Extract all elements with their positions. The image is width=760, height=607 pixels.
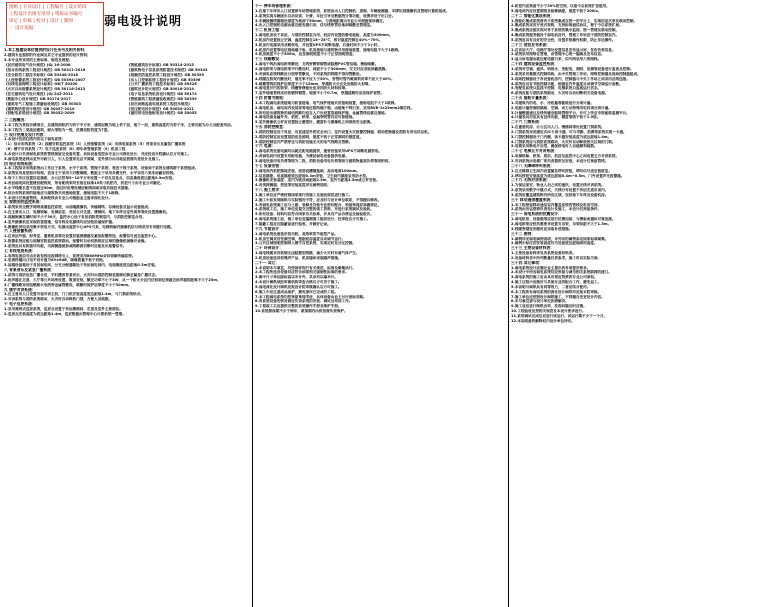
- text-line: 3.每个工作区设置信息插座，办公区按每5~10平方米设置一个双孔信息点，信息插座底边距地0.3m安装。: [4, 176, 176, 181]
- section-heading: 十六 电源：: [255, 144, 276, 149]
- text-line: 1.弱电线缆采用低烟无卤阻燃型线缆，减少火灾时有毒气体产生。: [255, 251, 360, 256]
- text-line: 7.隐蔽工程应在隐蔽前进行验收，并做好记录。: [255, 221, 331, 226]
- section-heading: 三十四 其它事项：: [511, 260, 543, 265]
- text-line: 2.本设计中所有弱电系统均应预留与城市相关系统联网的接口。: [511, 270, 612, 275]
- standard-item: 《建筑物电子信息系统防雷技术规范》GB 50343: [127, 67, 208, 72]
- text-line: 8.各系统设备的供货商应负责系统的安装、调试及培训工作。: [255, 299, 353, 304]
- text-line: 6.弱电系统施工前，施工单位应编制施工组织设计，经审批后方可施工。: [255, 217, 371, 222]
- text-line: 6.弱电竖井内的桥架、线槽穿楼板处应采用防火材料封堵。: [255, 86, 349, 91]
- text-line: 3.机房内电源采用双路供电，并设置UPS不间断电源，后备时间不小于1小时。: [255, 42, 381, 47]
- section-heading: 二十三 信息发布系统：: [511, 42, 551, 47]
- text-line: 2.系统采用集散式控制结构，由中央管理工作站、网络控制器及现场控制器组成。: [511, 71, 641, 76]
- text-line: 1.弱电机柜、设备箱等应进行抗震加固，与楼板或墙体可靠连接。: [511, 217, 616, 222]
- text-line: 1.弱电系统设备电源均由就近配电箱提供，重要设备采用UPS不间断电源供电。: [255, 149, 383, 154]
- section-heading: 十九 节能设计：: [255, 226, 283, 231]
- standard-item: 《民用闭路监视电视系统工程技术规范》: [127, 101, 192, 106]
- text-line: 3.集成系统应能实现对各子系统的集中监视、统一管理及联动控制。: [511, 28, 620, 33]
- text-line: 1.施工单位应严格按照国家现行的施工及验收规范进行施工。: [255, 192, 353, 197]
- text-line: 3.弱电系统进线由室外市政引入，引入位置详见总平面图，室外部分由当地运营商负责设计及施工。: [4, 156, 163, 161]
- text-line: 2.系统实现车辆进出自动识别、计费、车位引导及数据统计等功能，收费亭设于出口处。: [255, 13, 396, 18]
- text-line: 3.现场控制器设于各设备机房内，控制器与中央工作站之间采用总线连接。: [511, 76, 630, 81]
- section-heading: 三十一 弱电系统的抗震设计：: [511, 212, 562, 217]
- standards-list: [4, 63, 250, 116]
- text-line: 2.机房设备选用低噪声产品，机房墙体采取隔声措施。: [255, 255, 342, 260]
- standard-item: 《数据中心设计规范》GB 50174-2017: [4, 96, 71, 101]
- text-line: 2.对讲系统与消防系统联动，火灾时自动释放门禁，方便人员疏散。: [4, 297, 113, 302]
- text-line: 9.施工前应进行图纸会审，发现问题及时反馈。: [511, 304, 587, 309]
- section-heading: 二十七 电梯五方对讲系统：: [511, 149, 558, 154]
- text-line: 5.室外摄像机立杆应设置独立避雷针，避雷针与摄像机之间保持安全距离。: [255, 120, 374, 125]
- right-column: [511, 0, 758, 607]
- text-line: 4.集成系统服务器设于弱电机房内，管理工作站设于消防控制室内。: [511, 33, 620, 38]
- text-line: 4.系统竣工后，施工单位应提交完整的竣工资料，并进行系统调试及验收。: [255, 207, 374, 212]
- text-line: 2.施工中如发现图纸与实际情况不符，应及时与设计单位联系，不得擅自修改。: [255, 197, 382, 202]
- text-line: 3.本专业所采用的主要标准、规范及规程；: [4, 57, 73, 62]
- text-line: 1.主要设备材料详见各系统设备材料表。: [511, 251, 576, 256]
- section-heading: 二十五 能耗计量系统：: [511, 96, 551, 101]
- section-heading: 二十四 建筑设备监控系统：: [511, 62, 558, 67]
- text-line: 2.信息插座、电视插座底边距地0.3m安装，卫生间内插座采用防水型。: [255, 173, 370, 178]
- standards-row: [4, 111, 250, 116]
- text-line: 4.门禁系统应与消防系统联动，火灾时自动释放相关区域的门锁。: [511, 139, 616, 144]
- text-line: 4.弱电设备金属外壳、机柜、桥架、金属穿线管均应可靠接地。: [255, 115, 356, 120]
- text-line: 5.机房照度不小于500lx，应急照明照度不小于正常照明照度。: [255, 52, 357, 57]
- text-line: 3.显示屏电源由就近配电箱引来，信号线采用六类网线。: [511, 57, 602, 62]
- text-line: 6.施工中应注意成品保护，避免损坏已完成的工程。: [255, 289, 338, 294]
- text-line: 12.本说明最终解释权归设计单位所有。: [511, 318, 575, 323]
- text-line: 3.弱电系统的施工应由具有相应资质的专业公司承担。: [511, 275, 598, 280]
- text-line: 5.摄像机供电采用集中供电方式，电源由监控中心UPS引来，电梯轿厢内摄像机信号线采用专用随行电缆。: [4, 224, 175, 229]
- standard-item: 《视频安防监控系统工程设计规范》GB 50395: [127, 72, 204, 77]
- text-line: 2.图例中标注的安装高度均为设备底边距地面的高度。: [511, 241, 598, 246]
- text-line: 1.本工程综合布线系统由工作区子系统、水平子系统、管理子系统、垂直干线子系统、设备间子系统及建筑群子系统组成。: [4, 166, 199, 171]
- text-line: 4.本设计图纸须经审图机构审查合格后方可用于施工。: [255, 280, 342, 285]
- stamp-line: 工程设计出图专用章 | 资质证书编号: [9, 12, 83, 17]
- text-line: 6.系统应能与消防系统联动，火灾时自动切断相关设备电源。: [511, 91, 609, 96]
- text-line: 2.扬声器在走道、大厅等公共场所设置，吸顶安装，额定功率不小于3W，从一个防火分区内任何部位到最近扬声器的距离不大于25m。: [4, 277, 221, 282]
- text-line: 2.系统由各运营商负责设计及施工，本设计仅预留条件。: [511, 207, 602, 212]
- text-line: 3.弱电设备用电负荷等级为二级，消防设备用电负荷等级与建筑物最高负荷等级相同。: [255, 159, 392, 163]
- text-line: 3.计量数据通过总线传输至能耗管理平台，并可上传至市级能耗监测平台。: [511, 110, 630, 115]
- column-divider: [508, 0, 509, 607]
- section-heading: 三 设计范围及设计内容：: [4, 132, 48, 137]
- text-line: 2.系统采用网络化管理，由管理中心统一编辑及发布信息。: [511, 52, 605, 57]
- text-line: 1.智能化集成系统将各子系统集成在统一的平台上，实现信息共享及联动控制。: [511, 18, 638, 23]
- middle-lines: [255, 4, 506, 314]
- text-line: 1.系统与消防应急广播合用，平时播放背景音乐，火灾时由消防控制室强制切换至紧急广播状态。: [4, 273, 159, 277]
- text-line: 2.电能计量按照明插座、空调、动力及特殊用电四项分别计量。: [511, 105, 612, 110]
- text-line: 4.机柜内应预留不少于20%的空间，以备今后系统扩容使用。: [511, 4, 610, 8]
- text-line: 1.图例详见弱电图例说明，未列出的图例参见国家标准图集。: [511, 236, 609, 241]
- text-line: 1.系统对空调、通风、给排水、变配电、照明、电梯等设备进行监视及控制。: [511, 66, 634, 71]
- text-line: 1.本工程弱电系统接地与防雷接地、电气保护接地共用接地装置，接地电阻不大于1欧姆。: [255, 100, 398, 105]
- text-line: 1.有线电视信号由市政有线电视网络引入，系统采用860MHz双向邻频传输系统。: [4, 253, 136, 258]
- text-line: 5.所有设备、材料均应符合国家有关标准，并具有产品合格证及检验报告。: [255, 212, 374, 217]
- text-line: 6.本工程所有弱电系统的深化设计图纸均应报本院审核。: [511, 289, 602, 294]
- text-line: 1.在首层外窗、财务室、重要机房等处设置双鉴探测器及紧急报警按钮，报警信号送至监控中心。: [4, 234, 159, 239]
- section-heading: 五 视频安防监控系统：: [4, 200, 44, 205]
- standard-item: 《出入口控制系统工程设计规范》GB 50396: [127, 77, 201, 82]
- text-line: 5.本说明与图纸具有同等效力，二者应结合使用。: [511, 284, 591, 289]
- text-line: 4.各层弱电间设置楼层配线架，所有配线架均安装在标准19英寸机柜内，机柜尺寸由专业公司确定。: [4, 180, 164, 185]
- text-line: 4.计量表具均应具有远传功能，精度等级不低于1.0级。: [511, 115, 601, 120]
- text-line: 2.本设计只负责弱电系统的管线预留及设备布置，具体设备选型由专业公司深化设计，并应经设计院确认后方可施工。: [4, 151, 192, 156]
- column-divider: [252, 0, 253, 607]
- text-line: 1.电梯轿厢、轿顶、底坑、机房及监控中心之间设置五方对讲系统。: [511, 154, 620, 159]
- text-line: 7.本工程弱电系统均按预留预埋考虑，具体设备由业主另行招标采购。: [255, 294, 367, 299]
- standard-item: 《有线电视网络工程设计标准》GB/T 50200: [4, 82, 78, 87]
- text-line: 5.系统应具有良好的安全性，设置多级操作权限，防止非法操作。: [511, 37, 616, 42]
- middle-column: [255, 0, 506, 607]
- standard-item: 《建筑物防雷设计规范》GB 50057-2010: [4, 106, 75, 111]
- text-line: 10.工程验收应按相关规范及本设计要求进行。: [511, 309, 586, 314]
- section-heading: 八 背景音乐及紧急广播系统：: [4, 268, 55, 273]
- stamp-line: 审定 | 审核 | 校对 | 设计 | 制图: [9, 19, 73, 24]
- text-line: 3.图中尺寸单位除标高以米计外，其余均以毫米计。: [255, 275, 338, 280]
- text-line: 3.公共区域照明控制纳入楼宇自控系统，实现定时及分区控制。: [255, 241, 356, 246]
- stamp-line: 图纸 | 专业设计 | 工程编号 | 设计阶段: [9, 5, 87, 10]
- text-line: 2.门禁系统采用感应式IC卡读卡器，可与考勤、消费等系统实现一卡通。: [511, 129, 627, 134]
- text-line: 2.对讲系统由电梯厂家负责提供及安装，本设计仅预留管线。: [511, 159, 609, 163]
- standard-item: 《火灾自动报警系统设计规范》GB 50116-2013: [4, 87, 86, 92]
- text-line: 3.所有进出建筑物的弱电线路均应在入户处设置浪涌保护器，金属管线应就近接地。: [255, 110, 389, 115]
- section-heading: 十四 防雷与接地：: [255, 96, 287, 101]
- text-line: 9.工程竣工后应提供完整的系统操作手册及维护手册。: [255, 304, 342, 309]
- standard-item: 《供配电系统设计规范》GB 50052-2009: [4, 111, 75, 116]
- text-line: 1.为保证保安、物业人员之间的通讯，设置无线对讲系统。: [511, 183, 605, 188]
- text-line: 4.室外摄像机应采取防雷措施，信号线及电源线均应加装浪涌保护器。: [4, 219, 116, 224]
- text-line: 4.施工过程中应做好与其他专业的配合工作，避免返工。: [511, 280, 602, 285]
- section-heading: 十五 消防控制室：: [255, 125, 287, 130]
- section-heading: 七 有线电视系统：: [4, 248, 36, 253]
- text-line: 2.呼叫按钮安装高度为底边距地0.4m~0.5m，门外设置声光报警器。: [511, 173, 625, 178]
- text-line: 3.系统应覆盖建筑物内所有区域，包括地下车库及设备机房。: [511, 192, 609, 197]
- text-line: 2.在主要出入口、电梯轿厢、电梯前室、各层公共走道、楼梯间、地下车库及室外周界等处设置摄像机。: [4, 210, 170, 215]
- section-heading: 十七 设备安装：: [255, 163, 283, 168]
- text-line: 2.巡更点安装高度为底边距地1.4m，巡更数据由管理中心计算机统一管理。: [4, 311, 126, 316]
- text-line: 2.报警系统应能与视频安防监控系统联动，报警时自动切换相应区域的摄像机图像并录像。: [4, 239, 149, 244]
- standard-item: 《通用用电设备配电设计规范》GB 50055: [127, 111, 197, 116]
- section-heading: 二十一 其它：: [255, 260, 280, 265]
- standard-item: 《电子信息系统机房设计规范》GB 50174: [127, 92, 197, 97]
- text-line: 4.各类探测器、按钮等安装高度详见图例说明。: [255, 183, 331, 188]
- text-line: 1.消防控制室设于首层，有直通室外的安全出口，室内设置火灾报警控制器、联动控制器及消防专用电话总机。: [255, 129, 432, 134]
- text-line: 3.消防控制室内严禁穿过与消防设施无关的电气线路及管路。: [255, 139, 353, 144]
- text-line: 3.线缆穿越变形缝时应采取补偿措施。: [511, 226, 573, 231]
- text-line: 2.弱电机房、弱电间内设局部等电位联结端子箱，由接地干线引来，采用BVR-1x25mm2铜芯线。: [255, 105, 415, 110]
- standard-item: 《建筑设计防火规范》GB 50016-2014: [127, 87, 194, 92]
- text-line: 2.本工程为二类高层建筑，耐火等级为一级，抗震设防烈度为7度。: [4, 127, 111, 132]
- left-top-lines: [4, 48, 250, 63]
- section-heading: 三十 移动通信覆盖系统：: [511, 197, 555, 202]
- left-body-lines: [4, 118, 250, 317]
- text-line: 1.弱电干线沿弱电桥架敷设，支线穿镀锌钢管或阻燃PVC管沿墙、楼板暗敷。: [255, 62, 379, 67]
- text-line: 2.设备材料表中所列数量仅供参考，施工时以实际为准。: [511, 255, 602, 260]
- text-line: 2.消防控制室应设置消防应急照明，照度不低于正常照明的照度值。: [255, 134, 364, 139]
- section-heading: 九 楼宇对讲系统：: [4, 287, 36, 292]
- text-line: 3.广播线路采用阻燃耐火电线穿金属管敷设，暗敷时保护层厚度不小于30mm。: [4, 282, 132, 287]
- text-line: 4.出入口控制机电源由就近配电箱引来，信号线穿管沿地面暗敷至管理室。: [255, 23, 374, 28]
- section-heading: 十三 线路敷设：: [255, 57, 283, 62]
- text-line: 2.系统采用星型拓扑结构，语音主干采用大对数铜缆，数据主干采用多模光纤，水平采用六类非屏蔽双绞线。: [4, 171, 177, 176]
- section-heading: 十一 停车场管理系统：: [255, 4, 295, 8]
- text-line: 1.采用离线式巡更系统，巡更点设置于各层楼梯间、走道及室外主要部位。: [4, 306, 123, 311]
- section-heading: 六 入侵报警系统：: [4, 229, 36, 234]
- text-line: 1.在首层大厅、电梯厅等处设置信息发布显示屏，发布各类信息。: [511, 47, 616, 52]
- section-heading: 四 综合布线系统：: [4, 161, 36, 166]
- text-line: 5.电锁采用断电开启型，确保停电时人员能顺利疏散。: [511, 144, 598, 149]
- design-stamp: [6, 2, 104, 46]
- standard-item: 《综合布线系统工程设计规范》GB 50311-2016: [4, 67, 86, 72]
- standard-item: 《安全防范工程技术标准》GB 50348-2018: [4, 72, 79, 77]
- standard-item: 《入侵报警系统工程设计规范》GB 50394-2007: [4, 77, 86, 82]
- text-line: 1.在地下车库出入口设置停车场管理系统，系统由出入口控制机、道闸、车辆检测器、车牌识别摄像机及管理计算机组成。: [255, 8, 450, 13]
- section-heading: 十 电子巡更系统：: [4, 302, 36, 307]
- text-line: 2.机房空调采用变频空调，根据机房温度自动调节运行。: [255, 236, 346, 241]
- text-line: 2.本工程所选用设备均应符合国家相关强制性标准的要求。: [255, 270, 349, 275]
- text-line: 1.弱电间内机柜落地安装，底部设槽钢基础，高出地面100mm。: [255, 168, 361, 173]
- text-line: 3.系统应具有防破坏功能，当探测器被拆或线路被切断时应能发出报警信号。: [4, 243, 127, 248]
- text-line: 3.各弱电系统施工应与土建、装修及其他专业密切配合，预留预埋应准确到位。: [255, 202, 382, 207]
- text-line: 2.机房内设置独立空调，温度控制在18~28℃，相对湿度控制在40%~70%。: [255, 37, 383, 42]
- standard-item: 《公共广播系统工程技术标准》GB 50526: [127, 82, 197, 87]
- stamp-line: 一 设计依据：: [9, 26, 39, 31]
- text-line: 1.在重要机房、办公区出入口、楼梯间等处设置门禁系统。: [511, 125, 605, 130]
- section-heading: 二十 环保设计：: [255, 246, 283, 251]
- text-line: 1.弱电系统设计应满足业主提出的各项使用要求。: [511, 265, 591, 270]
- text-line: 1.本说明未尽事宜，均按国家现行有关规范、标准及图集执行。: [255, 265, 356, 270]
- text-line: 1.在主要出入口设置可视对讲主机，门口机安装高度底边距地1.4m，与门禁系统结合。: [4, 292, 144, 297]
- text-line: 1.系统采用全数字网络高清监控系统，由前端摄像机、传输网络、存储设备及显示设备组成。: [4, 205, 152, 210]
- section-heading: 二十八 无障碍呼叫系统：: [511, 163, 555, 168]
- section-heading: 十二 机房工程：: [255, 28, 283, 33]
- text-line: 2.弱电桥架与强电桥架平行敷设时，间距不小于300mm，交叉时应采取屏蔽措施。: [255, 66, 389, 71]
- section-heading: 二十九 无线对讲系统：: [511, 178, 551, 183]
- standard-item: 《民用建筑电气设计规范》JGJ 16-2008: [4, 63, 71, 67]
- text-line: 2.系统采用数字中继方式，天线分布设置于各层走道吊顶内。: [511, 188, 609, 193]
- text-line: 5.弱电间内应设置照明及检修插座，照度不低于200lx。: [511, 8, 602, 13]
- text-line: 4.系统应具有节能控制功能，根据室内外温度自动调节空调运行参数。: [511, 81, 623, 86]
- standard-item: 《智能建筑工程质量验收规范》GB 50339: [127, 96, 197, 101]
- text-line: （6）楼宇对讲系统（7）电子巡更系统（8）停车场管理系统（9）机房工程: [4, 147, 126, 152]
- text-line: 1.在无障碍卫生间内设置紧急呼叫按钮，呼叫信号送至值班室。: [511, 168, 612, 173]
- text-line: 4.机房内设置等电位接地端子板，机房接地与建筑物共用接地装置，接地电阻不大于1欧姆。: [255, 47, 402, 52]
- standard-item: 《住宅建筑电气设计规范》JGJ 242-2011: [4, 92, 73, 97]
- text-line: 2.弱电桥架应按抗震要求设置支吊架，吊架间距不大于1.5m。: [511, 221, 612, 226]
- left-column: [4, 0, 250, 607]
- text-line: 7.本设计仅预留管线，具体配线由专业公司根据业主需求深化设计。: [4, 195, 113, 200]
- right-lines: [511, 4, 758, 324]
- text-line: 2.集成系统采用开放式架构，支持标准通信协议，便于今后系统扩展。: [511, 23, 623, 28]
- text-line: 1.本工程预留移动通信室内覆盖系统的管线及机房空间。: [511, 202, 602, 207]
- text-line: 1.本工程为某综合楼项目，总建筑面积约为若干平方米，建筑层数为地上若干层，地下一层，建筑高度约为若干米，主要功能为办公及配套用房。: [4, 122, 235, 127]
- text-line: 2.电视终端出口电平设计值为69±6dB，图像质量不低于四级。: [4, 258, 107, 263]
- text-line: 3.车辆检测线圈埋设深度为地面下50mm，与道闸距离由专业公司根据现场确定。: [255, 18, 387, 23]
- text-line: 5.水平线缆长度不应超过90m，超过时应增设楼层配线间或采取其他技术措施。: [4, 185, 132, 190]
- text-line: 4.线缆在桥架内敷设时，填充率不应大于50%，穿管时管内截面利用率不应大于40%。: [255, 76, 395, 81]
- text-line: 6.综合布线系统的接地应与建筑物共用接地装置，接地电阻不大于1欧姆。: [4, 190, 122, 195]
- text-line: 3.摄像机安装高度：室内为吸顶或距地2.5m，室外为距地3.5m或立杆安装。: [255, 178, 380, 183]
- text-line: 3.前端设备箱设于首层弱电间，分支分配器箱设于各层弱电间内，电视插座底边距地0.3m安装。: [4, 263, 159, 268]
- text-line: 1.对建筑内的电、水、冷热量等能耗进行分项计量。: [511, 100, 594, 105]
- text-line: 1.本设计包括红线内的以下弱电系统：: [4, 137, 66, 142]
- text-line: （1）综合布线系统（2）视频安防监控系统（3）入侵报警系统（4）有线电视系统（5）背景音乐及紧急广播系统: [4, 142, 186, 147]
- section-heading: 二十六 门禁系统：: [511, 120, 543, 125]
- text-line: 2.各弱电间内设置专用配电箱，为楼层弱电设备提供电源。: [255, 154, 349, 159]
- text-line: 1.弱电系统设备选用低功耗、高效率的节能型产品。: [255, 231, 338, 236]
- text-line: 1.弱电机房设于首层，与消防控制室合用，机房内设置防静电地板，高度为300mm。: [255, 33, 393, 38]
- document-title: 弱电设计说明: [104, 14, 183, 28]
- section-heading: 二十二 智能化集成系统：: [511, 13, 555, 18]
- text-line: 5.弱电深化设计图纸应报设计院审核确认后方可施工。: [255, 284, 342, 289]
- section-heading: 三十二 图例：: [511, 231, 536, 236]
- text-line: 5.变配电系统只监视不控制，电梯系统只监视运行状态。: [511, 86, 602, 91]
- text-line: 7.室外埋地管线采用热镀锌钢管，埋深不小于0.7m，穿越道路时应加保护套管。: [255, 91, 384, 96]
- section-heading: 1.本工程建设单位提供的设计任务书及相关资料；: [4, 48, 88, 52]
- section-heading: 十八 施工要求：: [255, 188, 283, 193]
- text-line: 2.建筑专业提供的作业图及其它专业提供的设计资料；: [4, 52, 91, 57]
- text-line: 8.未尽事宜请与设计单位协商解决。: [511, 299, 569, 304]
- text-line: 3.视频图像存储时间不小于30天，监控中心设于首层消防控制室内，与消防控制室合用。: [4, 214, 146, 219]
- standard-item: 《智能建筑设计标准》GB 50314-2015: [127, 63, 194, 67]
- text-line: 3.门禁控制器设于门内侧，读卡器安装高度为底边距地1.4m。: [511, 134, 612, 139]
- text-line: 5.暗敷管线的保护层厚度不小于15mm，穿越防火分区处应做防火封堵。: [255, 81, 372, 86]
- section-heading: 三十三 主要设备材料表：: [511, 246, 555, 251]
- standard-item: 《建筑电气工程施工质量验收规范》GB 50303: [4, 101, 81, 106]
- text-line: 7.施工单位应按照设计图纸施工，不得擅自变更设计内容。: [511, 294, 605, 299]
- standard-item: 《低压配电设计规范》GB 50054-2011: [127, 106, 194, 111]
- text-line: 11.系统调试完成后应进行试运行，试运行期不少于一个月。: [511, 314, 608, 318]
- text-line: 3.各弱电系统线路应分别穿管敷设，不同系统的线缆不得同管敷设。: [255, 71, 364, 76]
- section-heading: 二 工程概况：: [4, 118, 29, 122]
- text-line: 10.系统质保期不少于两年，质保期内由供货商负责维护。: [255, 309, 348, 314]
